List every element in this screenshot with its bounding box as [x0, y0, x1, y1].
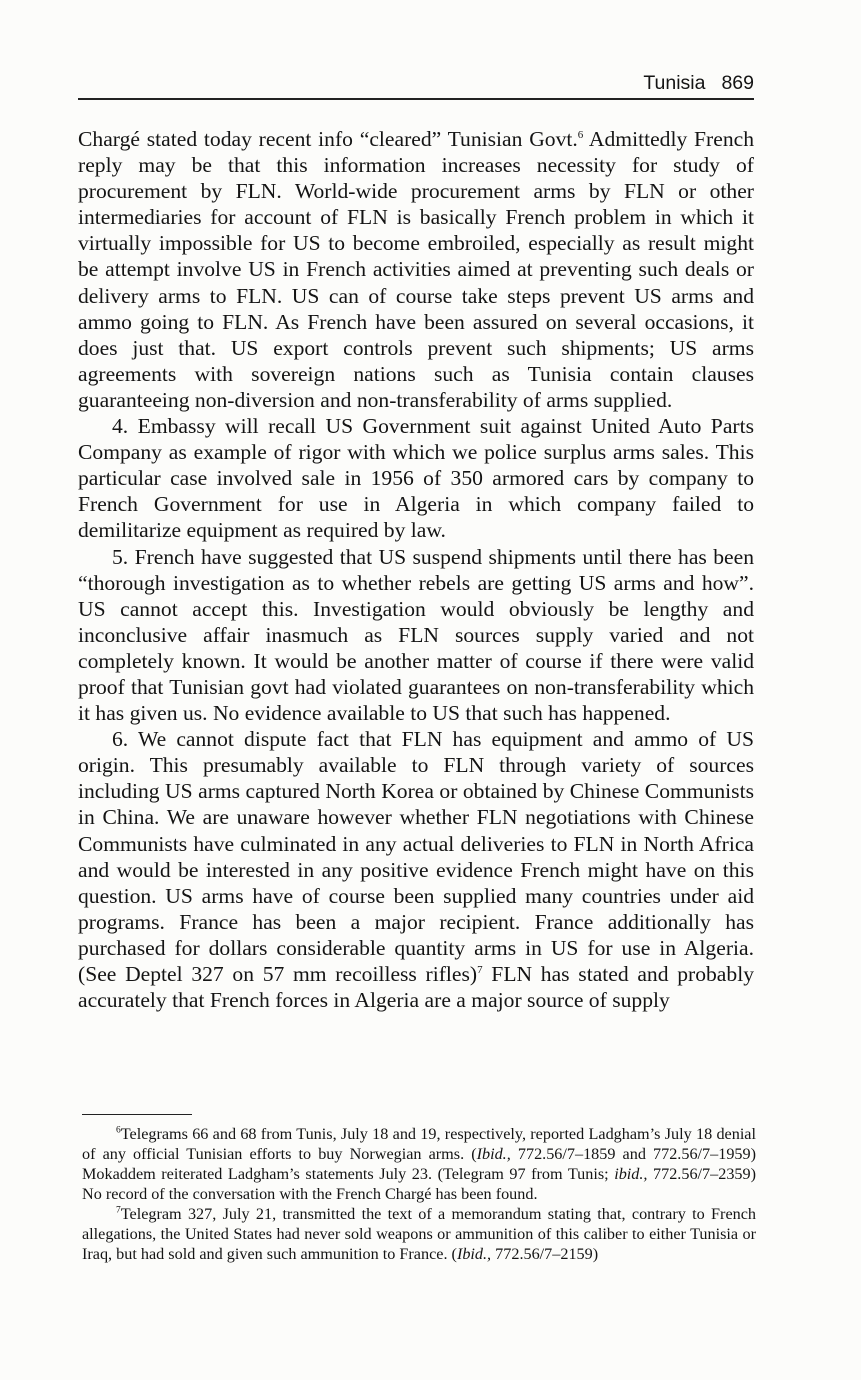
paragraph-4: 4. Embassy will recall US Government suit against United Auto Parts Company as example of rigor with which we police surplus arms sales. This particular case involved sale in 1956 of 350 armored cars by company to French Government for use in Algeria in which company failed to demilitarize equipment as required by law. [78, 414, 754, 543]
paragraph-6: 6. We cannot dispute fact that FLN has equipment and ammo of US origin. This presumably available to FLN through variety of sources including US arms captured North Korea or obtained by Chinese Communists in China. We are unaware however whether FLN negotiations with Chinese Communists have culminated in any actual deliveries to FLN in North Africa and would be interested in any positive evidence French might have on this question. US arms have of course been supplied many countries under aid programs. France has been a major recipient. France additionally has purchased for dollars considerable quantity arms in US for use in Algeria. (See Deptel 327 on 57 mm recoilless rifles)$^7$ FLN has stated and probably accurately that French forces in Algeria are a major source of supply [78, 727, 754, 1013]
footnotes [82, 1124, 756, 1264]
footnote-6: $^6$Telegrams 66 and 68 from Tunis, July 18 and 19, respectively, reported Ladgham’s July 18 denial of any official Tunisian efforts to buy Norwegian arms. (Ibid., 772.56/7–1859 and 772.56/7–1959) Mokaddem reiterated Ladgham’s statements July 23. (Telegram 97 from Tunis; ibid., 772.56/7–2359) No record of the conversation with the French Chargé has been found. [82, 1125, 756, 1203]
footnote-ref-7[interactable]: 7 [477, 963, 483, 976]
page-number: 869 [721, 72, 754, 94]
footnote-ref-6[interactable]: 6 [577, 128, 584, 141]
paragraph-5: 5. French have suggested that US suspend shipments until there has been “thorough investigation as to whether rebels are getting US arms and how”. US cannot accept this. Investigation would obviously be lengthy and inconclusive affair inasmuch as FLN sources supply varied and not completely known. It would be another matter of course if there were valid proof that Tunisian govt had violated guarantees on non-transferability which it has given us. No evidence available to US that such has happened. [78, 544, 754, 726]
paragraph-continued: Chargé stated today recent info “cleared” Tunisian Govt.$^6$ Admittedly French reply may be that this information increases necessity for study of procurement by FLN. World-wide procurement arms by FLN or other intermediaries for account of FLN is basically French problem in which it virtually impossible for US to become embroiled, especially as result might be attempt involve US in French activities aimed at preventing such deals or delivery arms to FLN. US can of course take steps prevent US arms and ammo going to FLN. As French have been assured on several occasions, it does just that. US export controls prevent such shipments; US arms agreements with sovereign nations such as Tunisia contain clauses guaranteeing non-diversion and non-transferability of arms supplied. [78, 127, 754, 412]
running-header [78, 72, 754, 100]
footnote-7: $^7$Telegram 327, July 21, transmitted the text of a memorandum stating that, contrary to French allegations, the United States had never sold weapons or ammunition of this caliber to either Tunisia or Iraq, but had sold and given such ammunition to France. (Ibid., 772.56/7–2159) [82, 1205, 756, 1263]
footnote-divider [82, 1114, 192, 1115]
section-title: Tunisia [643, 72, 706, 94]
main-text [78, 126, 754, 1013]
